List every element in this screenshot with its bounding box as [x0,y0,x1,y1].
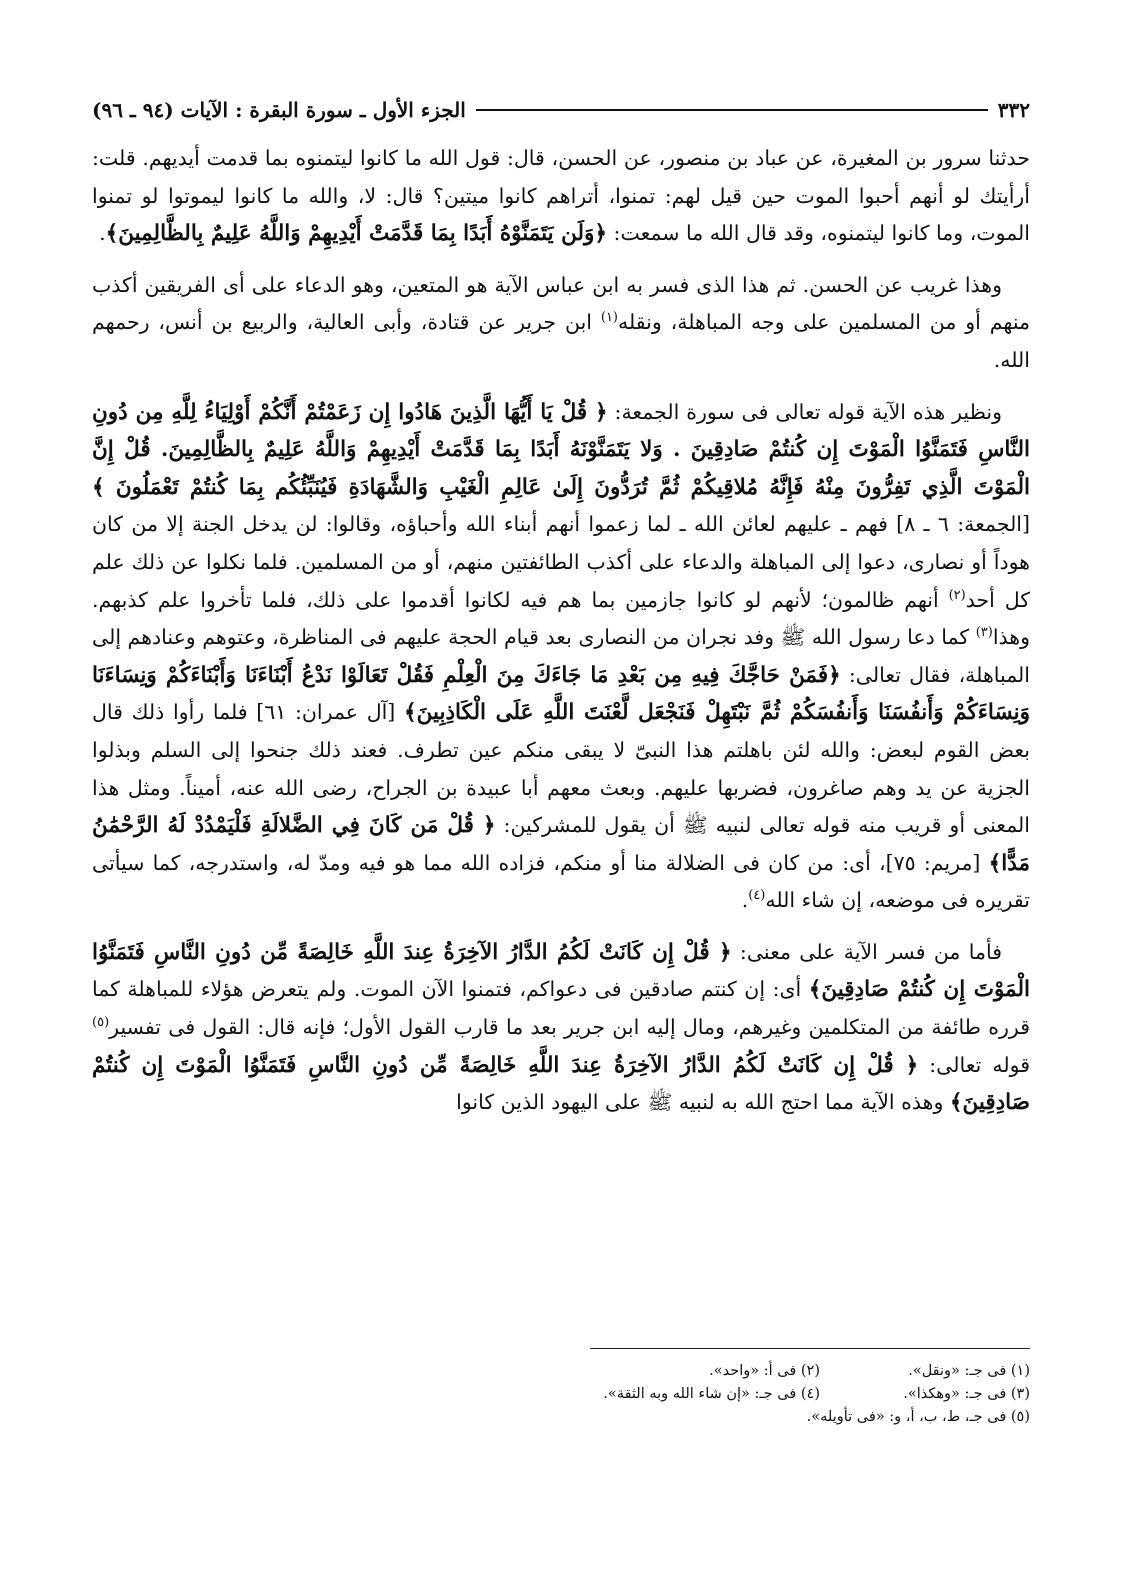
main-text [92,140,1030,1122]
footnote: (٥) فى جـ، ط، ب، أ، و: «فى تأويله». [806,1409,1030,1425]
footnote-row [510,1406,1030,1429]
text-run: وهذه الآية مما احتج الله به لنبيه ﷺ على اليهود الذين كانوا [456,1090,950,1115]
text-run: أنهم ظالمون؛ لأنهم لو كانوا جازمين بما هم فيه لكانوا أقدموا على ذلك، فلما تأخروا علم كذبهم. وهذا [92,587,1030,650]
text-run: . [99,221,106,246]
paragraph [92,934,1030,1122]
quran-verse: ﴿ قُلْ يَا أَيُّهَا الَّذِينَ هَادُوا إِن زَعَمْتُمْ أَنَّكُمْ أَوْلِيَاءُ لِلَّهِ مِن دُونِ النَّاسِ فَتَمَنَّوُا الْمَوْتَ إِن كُنتُمْ صَادِقِينَ . وَلا يَتَمَنَّوْنَهُ أَبَدًا بِمَا قَدَّمَتْ أَيْدِيهِمْ وَاللَّهُ عَلِيمٌ بِالظَّالِمِينَ. قُلْ إِنَّ الْمَوْتَ الَّذِي تَفِرُّونَ مِنْهُ فَإِنَّهُ مُلاقِيكُمْ ثُمَّ تُرَدُّونَ إِلَىٰ عَالِمِ الْغَيْبِ وَالشَّهَادَةِ فَيُنَبِّئُكُم بِمَا كُنتُمْ تَعْمَلُونَ ﴾ [92,399,1030,500]
footnote-row [510,1383,1030,1406]
text-run: وهذا غريب عن الحسن. ثم هذا الذى فسر به ابن عباس الآية هو المتعين، وهو الدعاء على أى الفريقين أكذب منهم أو من المسلمين على وجه المباهلة، ونقله [92,272,1030,335]
footnote-marker: (٥) [92,1015,110,1031]
footnote-marker: (٣) [975,625,993,641]
paragraph-gap [92,253,1030,267]
quran-verse: ﴿ قُلْ إِن كَانَتْ لَكُمُ الدَّارُ الآخِرَةُ عِندَ اللَّهِ خَالِصَةً مِّن دُونِ النَّاسِ فَتَمَنَّوُا الْمَوْتَ إِن كُنتُمْ صَادِقِينَ﴾ [92,939,1031,1003]
header-rule [476,109,988,111]
text-run: ابن جرير عن قتادة، وأبى العالية، والربيع بن أنس، رحمهم الله. [92,310,1030,372]
text-run: ونظير هذه الآية قوله تعالى فى سورة الجمعة: [607,399,1002,424]
running-title: الجزء الأول ـ سورة البقرة : الآيات (٩٤ ـ ٩٦) [92,98,466,122]
footnote: (٣) فى جـ: «وهكذا». [903,1386,1030,1402]
paragraph-gap [92,380,1030,394]
footnote-marker: (١) [600,310,618,326]
footnote: (٢) فى أ: «واحد». [709,1363,820,1379]
text-run: فأما من فسر الآية على معنى: [731,939,1003,964]
text-run: [الجمعة: ٦ ـ ٨] فهم ـ عليهم لعائن الله ـ لما زعموا أنهم أبناء الله وأحباؤه، وقالوا: لن يدخل الجنة إلا من كان هوداً أو نصارى، دعوا إلى المباهلة والدعاء على أكذب الطائفتين منهم، أو من المسلمين. فلما نكلوا عن ذلك علم كل أحد [92,512,1031,612]
footnote: (٤) فى جـ: «إن شاء الله وبه الثقة». [603,1386,820,1402]
footnote-separator [590,1348,1030,1349]
quran-verse: ﴿فَمَنْ حَاجَّكَ فِيهِ مِن بَعْدِ مَا جَاءَكَ مِنَ الْعِلْمِ فَقُلْ تَعَالَوْا نَدْعُ أَبْنَاءَنَا وَأَبْنَاءَكُمْ وَنِسَاءَنَا وَنِسَاءَكُمْ وَأَنفُسَنَا وَأَنفُسَكُمْ ثُمَّ نَبْتَهِلْ فَنَجْعَل لَّعْنَتَ اللَّهِ عَلَى الْكَاذِبِينَ﴾ [92,662,1031,726]
footnote: (١) فى جـ: «ونقل». [908,1363,1030,1379]
text-run: قوله تعالى: [918,1052,1030,1077]
quran-verse: ﴿وَلَن يَتَمَنَّوْهُ أَبَدًا بِمَا قَدَّمَتْ أَيْدِيهِمْ وَاللَّهُ عَلِيمٌ بِالظَّالِمِينَ﴾ [105,221,608,247]
footnote-marker: (٤) [748,888,766,904]
page-header [92,90,1030,130]
quran-verse: ﴿ قُلْ مَن كَانَ فِي الضَّلالَةِ فَلْيَمْدُدْ لَهُ الرَّحْمَٰنُ مَدًّا﴾ [92,813,1030,876]
page-number: ٣٣٢ [997,98,1030,122]
paragraph [92,267,1030,380]
footnote-row [510,1360,1030,1383]
paragraph-gap [92,920,1030,934]
text-run: حدثنا سرور بن المغيرة، عن عباد بن منصور، عن الحسن، قال: قول الله ما كانوا ليتمنوه بما قدمت أيديهم. قلت: أرأيتك لو أنهم أحبوا الموت حين قيل لهم: تمنوا، أتراهم كانوا ميتين؟ قال: لا، والله ما كانوا ليموتوا لو تمنوا الموت، وما كانوا ليتمنوه، وقد قال الله ما سمعت: [92,146,1030,246]
text-run: . [741,888,749,913]
quran-verse: ﴿ قُلْ إِن كَانَتْ لَكُمُ الدَّارُ الآخِرَةُ عِندَ اللَّهِ خَالِصَةً مِّن دُونِ النَّاسِ فَتَمَنَّوُا الْمَوْتَ إِن كُنتُمْ صَادِقِينَ﴾ [92,1052,1030,1116]
text-run: [آل عمران: ٦١] فلما رأوا ذلك قال بعض القوم لبعض: والله لئن باهلتم هذا النبىّ لا يبقى منكم عين تطرف. فعند ذلك جنحوا إلى السلم وبذلوا الجزية عن يد وهم صاغرون، فضربها عليهم. وبعث معهم أبا عبيدة بن الجراح، رضى الله عنه، أميناً. ومثل هذا المعنى أو قريب منه قوله تعالى لنبيه ﷺ أن يقول للمشركين: [92,700,1030,838]
paragraph [92,394,1030,920]
footnote-marker: (٢) [948,587,966,603]
text-run: كما دعا رسول الله ﷺ وفد نجران من النصارى بعد قيام الحجة عليهم فى المناظرة، وعتوهم وعنادهم إلى المباهلة، فقال تعالى: [92,625,1031,687]
paragraph [92,140,1030,253]
text-run: [مريم: ٧٥]، أى: من كان فى الضلالة منا أو منكم، فزاده الله مما هو فيه ومدّ له، واستدرجه، كما سيأتى تقريره فى موضعه، إن شاء الله [92,850,1030,913]
text-run: أى: إن كنتم صادقين فى دعواكم، فتمنوا الآن الموت. ولم يتعرض هؤلاء للمباهلة كما قرره طائفة من المتكلمين وغيرهم، ومال إليه ابن جرير بعد ما قارب القول الأول؛ فإنه قال: القول فى تفسير [92,977,1030,1040]
footnotes [510,1360,1030,1429]
